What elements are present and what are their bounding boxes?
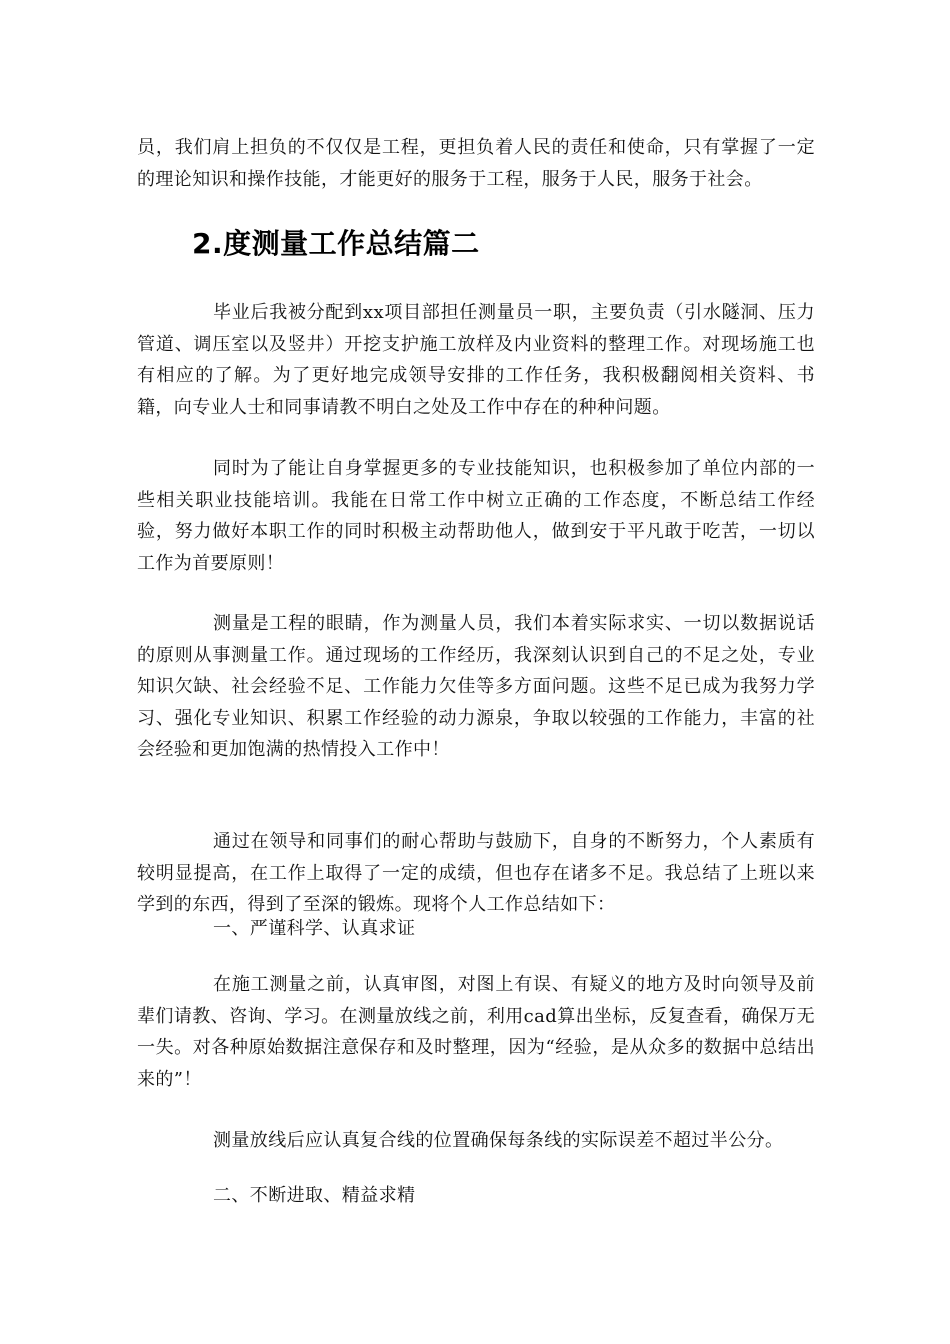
subheading-improvement: 二、不断进取、精益求精	[213, 1185, 416, 1206]
paragraph-measurement-role: 测量是工程的眼睛，作为测量人员，我们本着实际求实、一切以数据说话的原则从事测量工作。通过现场的工作经历，我深刻认识到自己的不足之处，专业知识欠缺、社会经验不足、工作能力欠佳等多方面问题。这些不足已成为我努力学习、强化专业知识、积累工作经验的动力源泉，争取以较强的工作能力，丰富的社会经验和更加饱满的热情投入工作中！	[137, 613, 815, 760]
paragraph-training: 同时为了能让自身掌握更多的专业技能知识，也积极参加了单位内部的一些相关职业技能培训。我能在日常工作中树立正确的工作态度，不断总结工作经验，努力做好本职工作的同时积极主动帮助他人，做到安于平凡敢于吃苦，一切以工作为首要原则！	[137, 458, 815, 574]
paragraph-assignment: 毕业后我被分配到xx项目部担任测量员一职，主要负责（引水隧洞、压力管道、调压室以及竖井）开挖支护施工放样及内业资料的整理工作。对现场施工也有相应的了解。为了更好地完成领导安排的工作任务，我积极翻阅相关资料、书籍，向专业人士和同事请教不明白之处及工作中存在的种种问题。	[137, 302, 815, 418]
section-heading: 2.度测量工作总结篇二	[192, 227, 480, 260]
paragraph-preparation: 在施工测量之前，认真审图，对图上有误、有疑义的地方及时向领导及前辈们请教、咨询、学习。在测量放线之前，利用cad算出坐标，反复查看，确保万无一失。对各种原始数据注意保存和及时整理，因为“经验，是从众多的数据中总结出来的”！	[137, 974, 815, 1090]
paragraph-progress: 通过在领导和同事们的耐心帮助与鼓励下，自身的不断努力，个人素质有较明显提高，在工作上取得了一定的成绩，但也存在诸多不足。我总结了上班以来学到的东西，得到了至深的锻炼。现将个人工作总结如下：	[137, 831, 815, 915]
subheading-rigor: 一、严谨科学、认真求证	[213, 918, 416, 939]
intro-paragraph: 员，我们肩上担负的不仅仅是工程，更担负着人民的责任和使命，只有掌握了一定的理论知识和操作技能，才能更好的服务于工程，服务于人民，服务于社会。	[137, 137, 815, 190]
paragraph-verification: 测量放线后应认真复合线的位置确保每条线的实际误差不超过半公分。	[213, 1130, 784, 1151]
